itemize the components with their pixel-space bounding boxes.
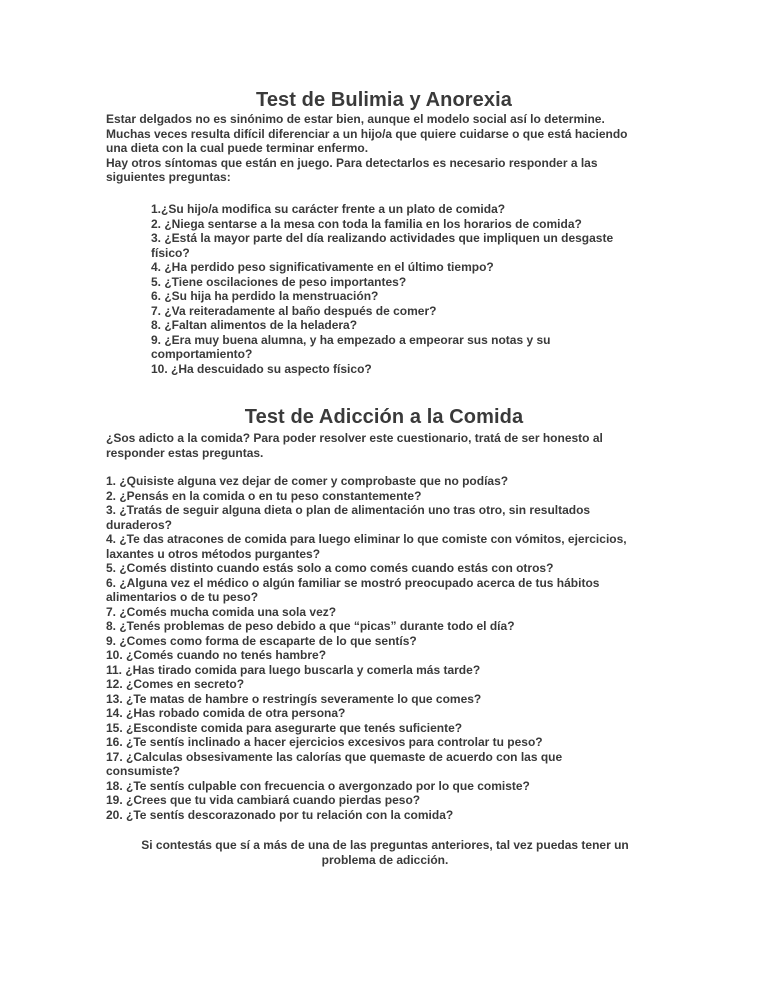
question-item: 5. ¿Tiene oscilaciones de peso importantes? [151, 274, 407, 289]
closing-line: problema de adicción. [321, 852, 449, 867]
intro-line: ¿Sos adicto a la comida? Para poder resolver este cuestionario, tratá de ser honesto al [106, 431, 603, 445]
question-item: comportamiento? [151, 347, 253, 361]
question-item: 11. ¿Has tirado comida para luego buscarla y comerla más tarde? [106, 662, 481, 677]
question-item: 4. ¿Ha perdido peso significativamente en el último tiempo? [151, 260, 494, 274]
question-item: 8. ¿Tenés problemas de peso debido a que “picas” durante todo el día? [106, 619, 515, 633]
question-item: 16. ¿Te sentís inclinado a hacer ejercicios excesivos para controlar tu peso? [106, 735, 543, 749]
question-item: duraderos? [106, 517, 173, 532]
bulimia-question-list [151, 202, 631, 376]
intro-line: responder estas preguntas. [106, 445, 264, 460]
question-item: 9. ¿Era muy buena alumna, y ha empezado a empeorar sus notas y su [151, 332, 551, 347]
food-addiction-title: Test de Adicción a la Comida [244, 406, 524, 428]
question-item: 7. ¿Comés mucha comida una sola vez? [106, 604, 337, 619]
food-addiction-intro [106, 431, 661, 460]
bulimia-anorexia-title: Test de Bulimia y Anorexia [255, 89, 512, 111]
question-item: físico? [151, 245, 190, 260]
intro-line: Estar delgados no es sinónimo de estar bien, aunque el modelo social así lo determine. [106, 112, 605, 126]
question-item: 6. ¿Alguna vez el médico o algún familiar se mostró preocupado acerca de tus hábitos [106, 575, 600, 590]
question-item: 19. ¿Crees que tu vida cambiará cuando pierdas peso? [106, 793, 421, 807]
question-item: 1. ¿Quisiste alguna vez dejar de comer y comprobaste que no podías? [106, 474, 509, 488]
question-item: 4. ¿Te das atracones de comida para luego eliminar lo que comiste con vómitos, ejercicios, [106, 532, 627, 546]
question-item: alimentarios o de tu peso? [106, 590, 259, 604]
question-item: 2. ¿Niega sentarse a la mesa con toda la familia en los horarios de comida? [151, 216, 582, 231]
question-item: 3. ¿Tratás de seguir alguna dieta o plan de alimentación uno tras otro, sin resultados [106, 503, 591, 517]
question-item: laxantes u otros métodos purgantes? [106, 546, 321, 561]
question-item: 12. ¿Comes en secreto? [106, 677, 245, 691]
question-item: 20. ¿Te sentís descorazonado por tu relación con la comida? [106, 807, 454, 822]
question-item: 10. ¿Ha descuidado su aspecto físico? [151, 361, 372, 376]
question-item: 2. ¿Pensás en la comida o en tu peso constantemente? [106, 488, 422, 503]
question-item: 13. ¿Te matas de hambre o restringís severamente lo que comes? [106, 691, 482, 706]
question-item: 1.¿Su hijo/a modifica su carácter frente a un plato de comida? [151, 202, 506, 216]
question-item: consumiste? [106, 764, 181, 778]
intro-line: una dieta con la cual puede terminar enfermo. [106, 141, 369, 155]
intro-line: siguientes preguntas: [106, 170, 231, 184]
question-item: 14. ¿Has robado comida de otra persona? [106, 706, 346, 720]
question-item: 6. ¿Su hija ha perdido la menstruación? [151, 289, 379, 303]
closing-line: Si contestás que sí a más de una de las preguntas anteriores, tal vez puedas tener un [141, 838, 629, 852]
question-item: 9. ¿Comes como forma de escaparte de lo que sentís? [106, 633, 417, 648]
question-item: 7. ¿Va reiteradamente al baño después de comer? [151, 303, 437, 318]
question-item: 17. ¿Calculas obsesivamente las calorías que quemaste de acuerdo con las que [106, 749, 563, 764]
bulimia-intro [106, 112, 666, 185]
question-item: 3. ¿Está la mayor parte del día realizando actividades que impliquen un desgaste [151, 231, 614, 245]
question-item: 18. ¿Te sentís culpable con frecuencia o avergonzado por lo que comiste? [106, 778, 530, 793]
question-item: 8. ¿Faltan alimentos de la heladera? [151, 318, 358, 332]
question-item: 10. ¿Comés cuando no tenés hambre? [106, 648, 327, 662]
question-item: 5. ¿Comés distinto cuando estás solo a como comés cuando estás con otros? [106, 561, 554, 575]
closing-note [120, 838, 650, 867]
intro-line: Hay otros síntomas que están en juego. Para detectarlos es necesario responder a las [106, 155, 598, 170]
intro-line: Muchas veces resulta difícil diferenciar a un hijo/a que quiere cuidarse o que está haciendo [106, 126, 628, 141]
food-addiction-question-list [106, 474, 666, 822]
question-item: 15. ¿Escondiste comida para asegurarte que tenés suficiente? [106, 720, 463, 735]
